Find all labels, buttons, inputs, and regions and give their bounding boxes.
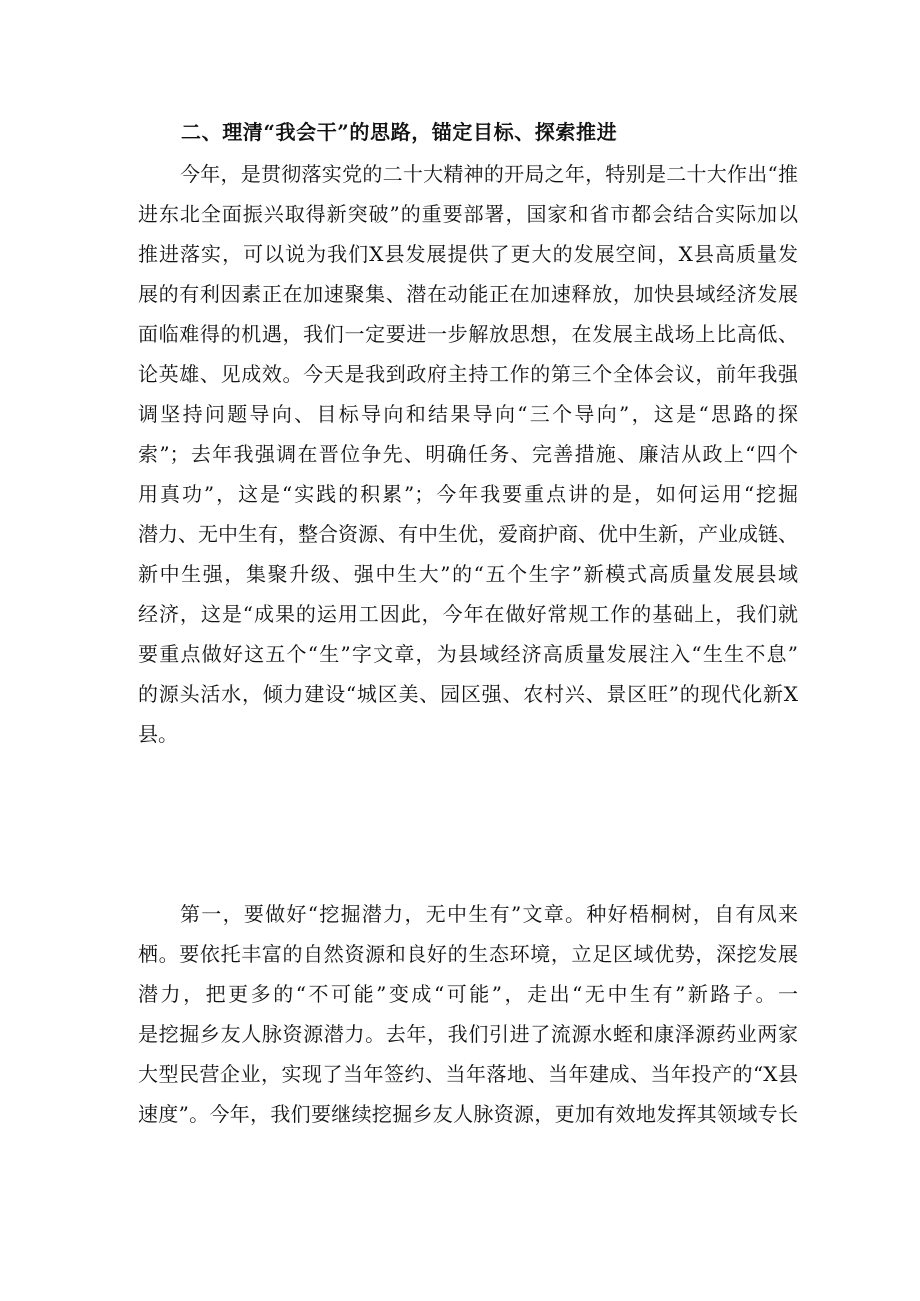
text-line: 县。 [138, 722, 178, 746]
text-line: 推进落实，可以说为我们X县发展提供了更大的发展空间，X县高质量发 [138, 242, 798, 266]
paragraph-1 [138, 154, 798, 754]
text-line: 论英雄、见成效。今天是我到政府主持工作的第三个全体会议，前年我强 [138, 362, 798, 386]
text-line: 索”；去年我强调在晋位争先、明确任务、完善措施、廉洁从政上“四个 [138, 442, 798, 466]
text-line: 第一，要做好“挖掘潜力，无中生有”文章。种好梧桐树，自有凤来 [180, 902, 798, 926]
text-line: 栖。要依托丰富的自然资源和良好的生态环境，立足区域优势，深挖发展 [138, 942, 798, 966]
text-line: 速度”。今年，我们要继续挖掘乡友人脉资源，更加有效地发挥其领域专长 [138, 1102, 798, 1126]
text-line: 大型民营企业，实现了当年签约、当年落地、当年建成、当年投产的“X县 [138, 1062, 798, 1086]
text-line: 调坚持问题导向、目标导向和结果导向“三个导向”，这是“思路的探 [138, 402, 798, 426]
text-line: 展的有利因素正在加速聚集、潜在动能正在加速释放，加快县域经济发展 [138, 282, 798, 306]
text-line: 用真功”，这是“实践的积累”；今年我要重点讲的是，如何运用“挖掘 [138, 482, 798, 506]
text-line: 要重点做好这五个“生”字文章，为县域经济高质量发展注入“生生不息” [138, 642, 798, 666]
text-line: 新中生强，集聚升级、强中生大”的“五个生字”新模式高质量发展县域 [138, 562, 798, 586]
section-heading: 二、理清“我会干”的思路，锚定目标、探索推进 [181, 120, 618, 144]
text-line: 今年，是贯彻落实党的二十大精神的开局之年，特别是二十大作出“推 [180, 162, 798, 186]
text-line: 的源头活水，倾力建设“城区美、园区强、农村兴、景区旺”的现代化新X [138, 682, 798, 706]
paragraph-2 [138, 894, 798, 1134]
text-line: 潜力，把更多的“不可能”变成“可能”，走出“无中生有”新路子。一 [138, 982, 798, 1006]
text-line: 潜力、无中生有，整合资源、有中生优，爱商护商、优中生新，产业成链、 [138, 522, 798, 546]
text-line: 面临难得的机遇，我们一定要进一步解放思想，在发展主战场上比高低、 [138, 322, 798, 346]
text-line: 进东北全面振兴取得新突破”的重要部署，国家和省市都会结合实际加以 [138, 202, 798, 226]
text-line: 是挖掘乡友人脉资源潜力。去年，我们引进了流源水蛭和康泽源药业两家 [138, 1022, 798, 1046]
text-line: 经济，这是“成果的运用工因此，今年在做好常规工作的基础上，我们就 [138, 602, 798, 626]
